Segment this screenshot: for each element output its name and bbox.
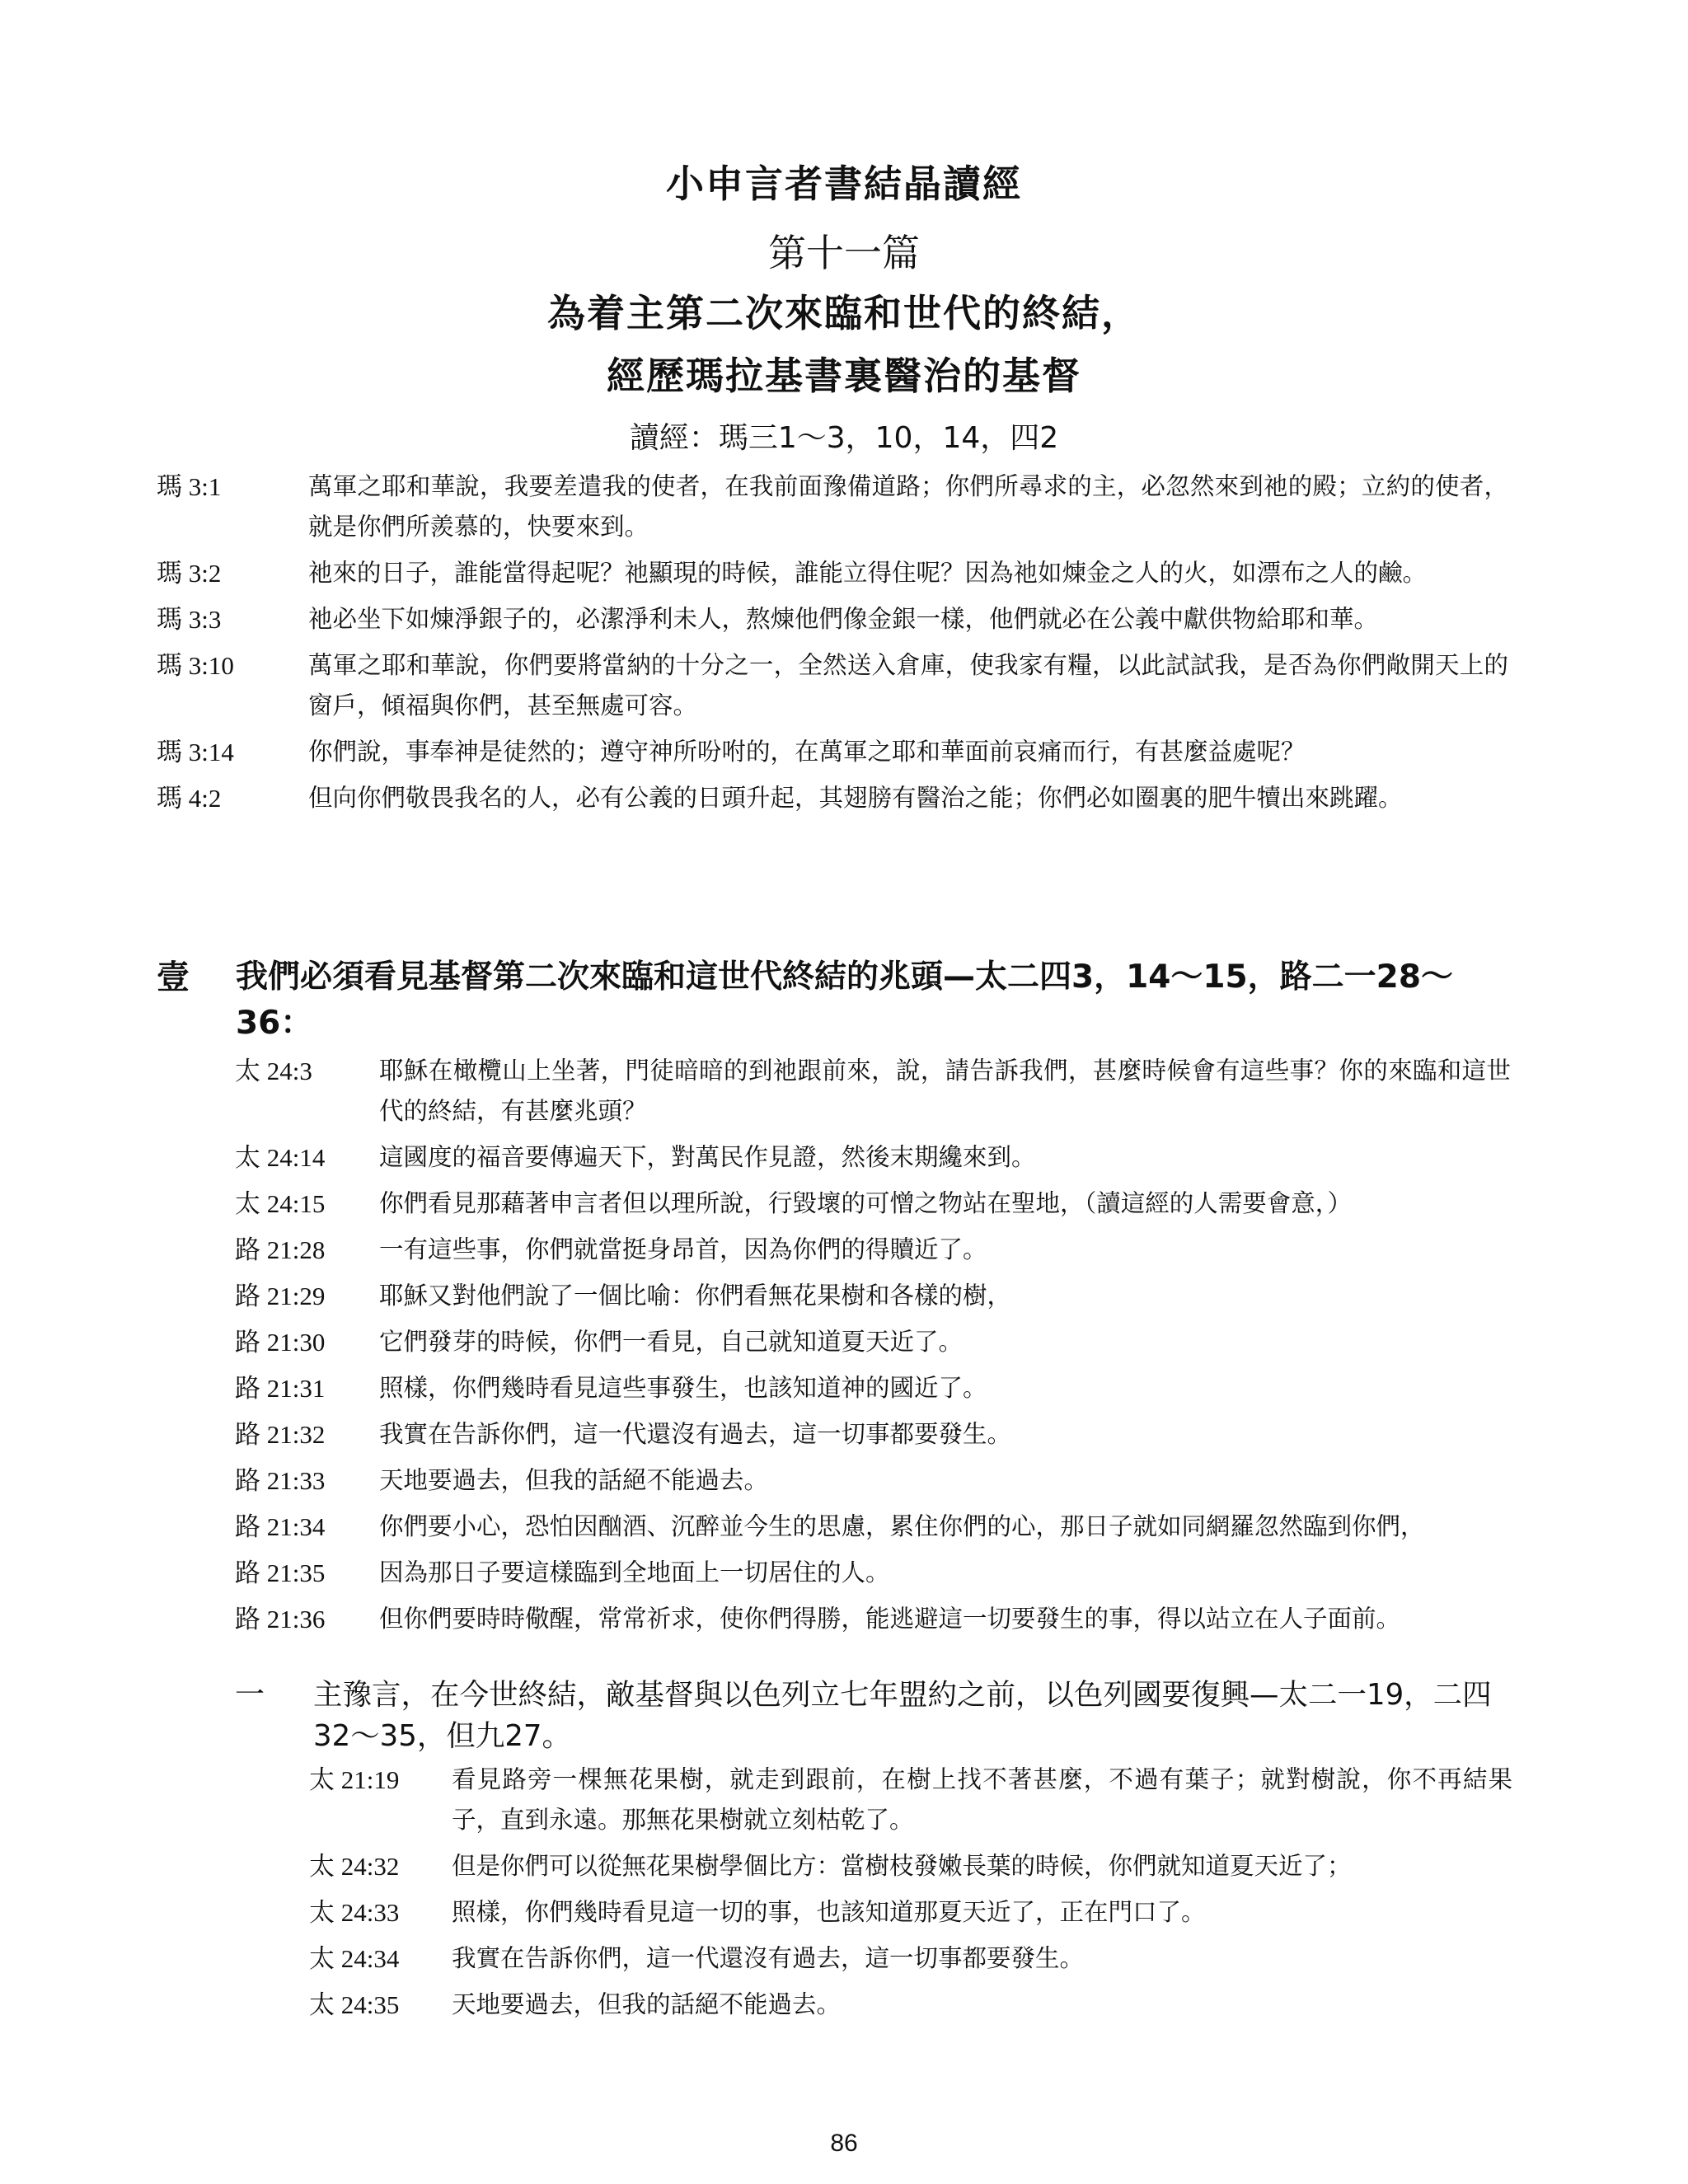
title-block [0,155,1688,462]
verse-item [309,1846,1512,1886]
verse-text: 一有這些事，你們就當挺身昂首，因為你們的得贖近了。 [379,1235,987,1263]
verse-item [235,1599,1511,1639]
verse-text: 但是你們可以從無花果樹學個比方：當樹枝發嫩長葉的時候，你們就知道夏天近了； [452,1852,1352,1880]
top-verse-list [157,466,1508,824]
verse-item [309,1892,1512,1933]
verse-item [235,1051,1511,1132]
verse-item [235,1230,1511,1270]
outline-subpoint-one [235,1675,1521,1757]
verse-item [235,1460,1511,1501]
verse-ref: 路 21:31 [235,1374,326,1403]
verse-text: 看見路旁一棵無花果樹，就走到跟前，在樹上找不著甚麼，不過有葉子；就對樹說，你不再結果子，直到永遠。那無花果樹就立刻枯乾了。 [452,1765,1512,1834]
message-title-line-2: 經歷瑪拉基書裏醫治的基督 [607,354,1081,398]
verse-item [235,1137,1511,1178]
verse-ref: 路 21:34 [235,1512,326,1541]
verse-ref: 太 24:14 [235,1143,326,1172]
verse-ref: 瑪 3:3 [157,605,222,634]
verse-item [235,1553,1511,1593]
verse-text: 它們發芽的時候，你們一看見，自己就知道夏天近了。 [379,1328,964,1356]
verse-ref: 太 24:34 [309,1944,400,1973]
verse-text: 天地要過去，但我的話絕不能過去。 [379,1466,769,1494]
verse-item [235,1368,1511,1408]
verse-text: 祂來的日子，誰能當得起呢？祂顯現的時候，誰能立得住呢？因為祂如煉金之人的火，如漂布之人的鹼。 [308,559,1428,587]
verse-item [157,778,1508,818]
verse-text: 天地要過去，但我的話絕不能過去。 [452,1990,842,2018]
verse-item [235,1183,1511,1224]
verse-ref: 太 21:19 [309,1765,400,1794]
verse-text: 萬軍之耶和華說，你們要將當納的十分之一，全然送入倉庫，使我家有糧，以此試試我，是否為你們敞開天上的窗戶，傾福與你們，甚至無處可容。 [308,651,1508,719]
verse-ref: 瑪 3:1 [157,472,222,501]
verse-ref: 瑪 4:2 [157,784,222,813]
outline-text: 主豫言，在今世終結，敵基督與以色列立七年盟約之前，以色列國要復興—太二一19，二四32～35，但九27。 [313,1678,1492,1753]
bottom-verse-list [309,1760,1512,2031]
page-number: 86 [830,2130,858,2157]
book-title: 小申言者書結晶讀經 [666,162,1022,206]
verse-text: 你們說，事奉神是徒然的；遵守神所吩咐的，在萬軍之耶和華面前哀痛而行，有甚麼益處呢？ [308,738,1306,766]
verse-text: 因為那日子要這樣臨到全地面上一切居住的人。 [379,1558,890,1586]
outline-number: 一 [235,1678,265,1712]
verse-text: 你們要小心，恐怕因酗酒、沉醉並今生的思慮，累住你們的心，那日子就如同網羅忽然臨到你們， [379,1512,1425,1540]
verse-item [235,1322,1511,1362]
verse-ref: 路 21:32 [235,1420,326,1449]
chapter-heading: 第十一篇 [768,231,920,275]
verse-text: 照樣，你們幾時看見這一切的事，也該知道那夏天近了，正在門口了。 [452,1898,1206,1926]
verse-text: 耶穌在橄欖山上坐著，門徒暗暗的到祂跟前來，說，請告訴我們，甚麼時候會有這些事？你的來臨和這世代的終結，有甚麼兆頭？ [379,1057,1511,1125]
verse-ref: 太 24:15 [235,1189,326,1218]
verse-ref: 太 24:33 [309,1898,400,1927]
verse-ref: 瑪 3:14 [157,738,234,766]
verse-item [157,466,1508,547]
verse-text: 但你們要時時儆醒，常常祈求，使你們得勝，能逃避這一切要發生的事，得以站立在人子面前。 [379,1605,1401,1633]
verse-text: 你們看見那藉著申言者但以理所說，行毀壞的可憎之物站在聖地，（讀這經的人需要會意，） [379,1189,1353,1217]
verse-text: 我實在告訴你們，這一代還沒有過去，這一切事都要發生。 [379,1420,1012,1448]
verse-text: 我實在告訴你們，這一代還沒有過去，這一切事都要發生。 [452,1944,1085,1972]
verse-text: 祂必坐下如煉淨銀子的，必潔淨利未人，熬煉他們像金銀一樣，他們就必在公義中獻供物給耶和華。 [308,605,1379,633]
mid-verse-list [235,1051,1511,1645]
scripture-reading: 讀經：瑪三1～3，10，14，四2 [629,421,1059,455]
verse-item [309,1760,1512,1840]
verse-item [157,645,1508,726]
verse-item [309,1985,1512,2025]
verse-ref: 路 21:36 [235,1605,326,1633]
verse-ref: 路 21:28 [235,1235,326,1264]
verse-ref: 太 24:35 [309,1990,400,2019]
verse-ref: 路 21:30 [235,1328,326,1357]
verse-ref: 路 21:33 [235,1466,326,1495]
verse-text: 照樣，你們幾時看見這些事發生，也該知道神的國近了。 [379,1374,987,1402]
outline-number: 壹 [157,958,190,996]
verse-ref: 太 24:3 [235,1057,312,1085]
verse-text: 萬軍之耶和華說，我要差遣我的使者，在我前面豫備道路；你們所尋求的主，必忽然來到祂的殿；立約的使者，就是你們所羨慕的，快要來到。 [308,472,1508,541]
verse-ref: 路 21:35 [235,1558,326,1587]
verse-item [309,1938,1512,1979]
verse-text: 但向你們敬畏我名的人，必有公義的日頭升起，其翅膀有醫治之能；你們必如圈裏的肥牛犢出來跳躍。 [308,784,1403,812]
message-title-line-1: 為着主第二次來臨和世代的終結， [547,291,1141,335]
verse-ref: 太 24:32 [309,1852,400,1881]
verse-item [235,1507,1511,1547]
verse-item [157,599,1508,640]
outline-point-one [157,954,1517,1047]
verse-item [235,1414,1511,1455]
verse-item [235,1276,1511,1316]
verse-text: 耶穌又對他們說了一個比喻：你們看無花果樹和各樣的樹， [379,1282,1012,1310]
verse-item [157,553,1508,593]
verse-item [157,732,1508,772]
outline-text: 我們必須看見基督第二次來臨和這世代終結的兆頭—太二四3，14～15，路二一28～36： [236,958,1453,1042]
verse-ref: 路 21:29 [235,1282,326,1310]
verse-ref: 瑪 3:10 [157,651,234,680]
verse-text: 這國度的福音要傳遍天下，對萬民作見證，然後末期纔來到。 [379,1143,1036,1171]
verse-ref: 瑪 3:2 [157,559,222,588]
